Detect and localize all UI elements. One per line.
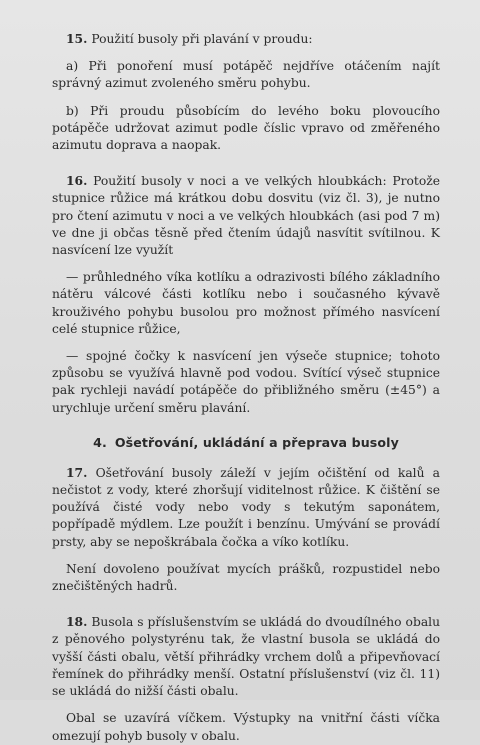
section-15-number: 15. xyxy=(66,31,88,46)
section-15-paragraph-b: b) Při proudu působícím do levého boku plovoucího potápěče udržovat azimut podle číslic vpravo od změřeného azimutu doprava a naopak. xyxy=(52,103,440,153)
section-15-title-line xyxy=(52,30,440,48)
section-16-dash-item-1: — průhledného víka kotlíku a odrazivosti bílého základního nátěru válcové části kotlíku nebo i současného kývavě krouživého pohybu busolou pro možnost přímého nasvícení celé stupnice růžice, xyxy=(52,270,440,336)
section-15-paragraph-a: a) Při ponoření musí potápěč nejdříve otáčením najít správný azimut zvoleného směru pohybu. xyxy=(52,59,440,91)
section-17-paragraph-2: Není dovoleno používat mycích prášků, rozpustidel nebo znečištěných hadrů. xyxy=(52,561,440,594)
section-17-paragraph xyxy=(52,464,440,551)
section-16-title: Použití busoly v noci a ve velkých hloubkách: xyxy=(93,174,387,189)
section-18-paragraph xyxy=(52,613,440,700)
section-16-paragraph xyxy=(52,172,440,259)
section-16-text: Protože stupnice růžice má krátkou dobu dosvitu (viz čl. 3), je nutno pro čtení azimutu v noci a ve velkých hloubkách (asi pod 7 m) ve dne ji občas těsně před čtením údajů nasvítit svítilnou. K nasvícení lze využít xyxy=(52,174,441,258)
chapter-heading xyxy=(52,435,440,450)
section-18-text: Busola s příslušenstvím se ukládá do dvoudílného obalu z pěnového polystyrénu tak, že vlastní busola se ukládá do vyšší části obalu, větší přihrádky vrchem dolů a připevňovací řemínek do přihrádky menší. Ostatní příslušenství (viz čl. 11) se ukládá do nižší části obalu. xyxy=(52,615,441,699)
chapter-number: 4. xyxy=(93,434,107,450)
section-16-dash-item-2: — spojné čočky k nasvícení jen výseče stupnice; tohoto způsobu se využívá hlavně pod vodou. Svítící výseč stupnice pak rychleji navádí potápěče do přibližného směru (±45°) a urychluje určení směru plavání. xyxy=(52,349,440,415)
section-15-title: Použití busoly při plavání v proudu: xyxy=(91,32,313,46)
section-18-number: 18. xyxy=(66,614,88,630)
section-17-text: Ošetřování busoly záleží v jejím očištění od kalů a nečistot z vody, které zhoršují viditelnost růžice. K čištění se používá čisté vody nebo vody s tekutým saponátem, popřípadě mýdlem. Lze použít i benzínu. Umývání se provádí prsty, aby se nepoškrábala čočka a víko kotlíku. xyxy=(52,465,440,549)
section-17-number: 17. xyxy=(66,464,88,480)
section-16-number: 16. xyxy=(66,173,88,189)
chapter-title: Ošetřování, ukládání a přeprava busoly xyxy=(114,434,399,450)
section-18-paragraph-2: Obal se uzavírá víčkem. Výstupky na vnitřní části víčka omezují pohyb busoly v obalu. xyxy=(52,711,440,743)
